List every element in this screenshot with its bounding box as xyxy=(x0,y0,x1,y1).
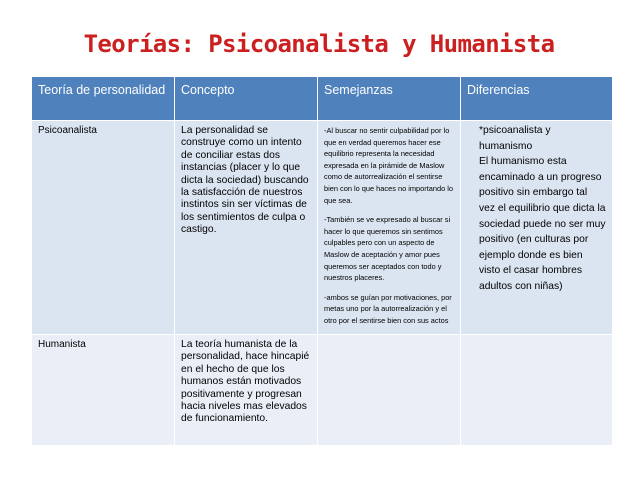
comparison-table xyxy=(31,76,613,446)
similarity-item: -Al buscar no sentir culpabilidad por lo que en verdad queremos hacer ese equilibrio representa la necesidad expresada en la pirámide de Maslow como de autorrealización el sentirse bien con lo que haces no importando lo que sea. xyxy=(324,126,454,205)
header-differences: Diferencias xyxy=(461,77,613,121)
header-concept: Concepto xyxy=(175,77,318,121)
differences-cell: *psicoanalista y humanismo El humanismo esta encaminado a un progreso positivo sin embargo tal vez el equilibrio que dicta la sociedad puede no ser muy positivo (en culturas por ejemplo donde es bien visto el casar hombres adultos con niñas) xyxy=(461,121,613,335)
similarity-item: -También se ve expresado al buscar si hacer lo que queremos sin sentimos culpables pero con un aspecto de Maslow de aceptación y amor pues queremos ser aceptados con todo y nuestros placeres. xyxy=(324,215,451,283)
concept-cell: La personalidad se construye como un intento de conciliar estas dos instancias (placer y lo que dicta la sociedad) buscando la satisfacción de nuestros instintos sin ser víctimas de los sentimientos de culpa o castigo. xyxy=(175,121,318,335)
similarities-cell xyxy=(318,121,461,335)
theory-name-cell: Humanista xyxy=(32,335,175,446)
differences-cell xyxy=(461,335,613,446)
concept-cell: La teoría humanista de la personalidad, hace hincapié en el hecho de que los humanos están motivados positivamente y progresan hacia niveles mas elevados de funcionamiento. xyxy=(175,335,318,446)
similarities-cell xyxy=(318,335,461,446)
similarity-item: -ambos se guían por motivaciones, por metas uno por la autorrealización y el otro por el sentirse bien con sus actos xyxy=(324,292,452,325)
header-similarities: Semejanzas xyxy=(318,77,461,121)
page-title: Teorías: Psicoanalista y Humanista xyxy=(83,30,555,58)
table-row xyxy=(32,121,613,335)
table-row xyxy=(32,335,613,446)
header-row xyxy=(32,77,613,121)
theory-name-cell: Psicoanalista xyxy=(32,121,175,335)
header-theory: Teoría de personalidad xyxy=(32,77,175,121)
